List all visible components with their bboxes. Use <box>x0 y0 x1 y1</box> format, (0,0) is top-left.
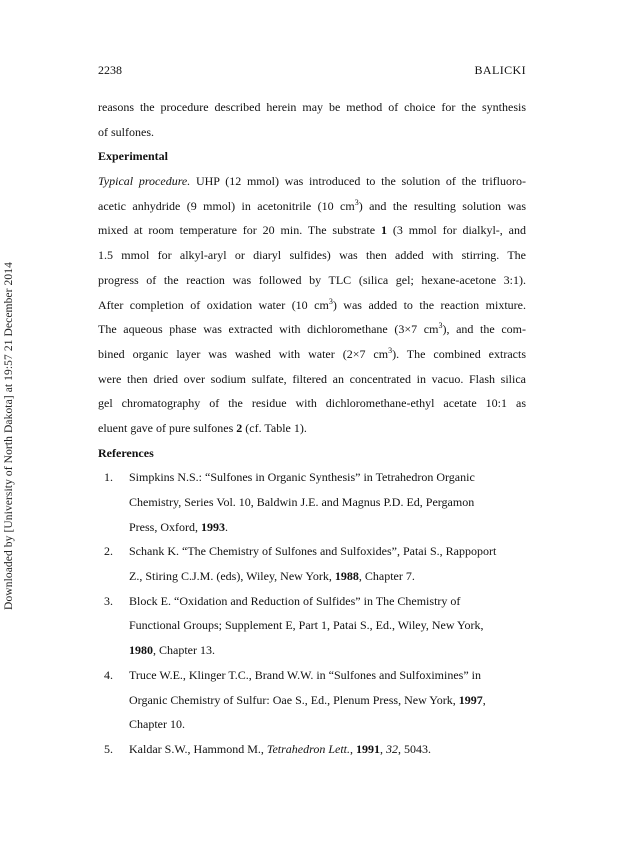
experimental-line: eluent gave of pure sulfones 2 (cf. Table 1). <box>98 420 307 435</box>
reference-item: 2. Schank K. “The Chemistry of Sulfones and Sulfoxides”, Patai S., Rappoport Z., Stiring C.J.M. (eds), Wiley, New York, 1988, Chapter 7. <box>98 539 526 588</box>
reference-number: 1. <box>104 470 113 485</box>
compound-number: 1 <box>380 223 387 238</box>
experimental-line: mixed at room temperature for 20 min. The substrate 1 (3 mmol for dialkyl-, and <box>98 223 527 238</box>
experimental-line: Typical procedure. UHP (12 mmol) was introduced to the solution of the trifluoro- <box>98 174 526 189</box>
reference-list <box>98 465 526 761</box>
experimental-line: acetic anhydride (9 mmol) in acetonitrile (10 $cm^3$) and the resulting solution was <box>98 197 526 213</box>
reference-item: 4. Truce W.E., Klinger T.C., Brand W.W. in “Sulfones and Sulfoximines” in Organic Chemistry of Sulfur: Oae S., Ed., Plenum Press, New York, 1997, Chapter 10. <box>98 663 526 737</box>
experimental-line: After completion of oxidation water (10 $cm^3$) was added to the reaction mixture. <box>98 296 526 312</box>
experimental-line: progress of the reaction was followed by TLC (silica gel; hexane-acetone 3:1). <box>98 272 526 287</box>
intro-line: of sulfones. <box>98 124 154 139</box>
reference-number: 4. <box>104 667 113 682</box>
running-head: BALICKI <box>474 63 526 77</box>
typical-procedure-label: Typical procedure. <box>98 174 191 189</box>
experimental-line: gel chromatography of the residue with dichloromethane-ethyl acetate 10:1 as <box>98 396 526 411</box>
download-watermark <box>2 240 16 632</box>
reference-item: 5. Kaldar S.W., Hammond M., Tetrahedron Lett., 1991, 32, 5043. <box>98 737 526 762</box>
compound-number: 2 <box>236 420 243 435</box>
references-heading: References <box>98 445 154 460</box>
download-watermark-text: Downloaded by [University of North Dakota] at 19:57 21 December 2014 <box>3 262 15 610</box>
page-header <box>98 63 526 79</box>
experimental-line: bined organic layer was washed with water (2×7 $cm^3$). The combined extracts <box>98 345 526 361</box>
reference-item: 1. Simpkins N.S.: “Sulfones in Organic Synthesis” in Tetrahedron Organic Chemistry, Series Vol. 10, Baldwin J.E. and Magnus P.D. Ed, Pergamon Press, Oxford, 1993. <box>98 465 526 539</box>
page-number: 2238 <box>98 63 122 77</box>
intro-line: reasons the procedure described herein may be method of choice for the synthesis <box>98 100 526 114</box>
page-body <box>98 95 526 762</box>
reference-item: 3. Block E. “Oxidation and Reduction of Sulfides” in The Chemistry of Functional Groups; Supplement E, Part 1, Patai S., Ed., Wiley, New York, 1980, Chapter 13. <box>98 589 526 663</box>
reference-number: 3. <box>104 593 113 608</box>
experimental-line: The aqueous phase was extracted with dichloromethane (3×7 $cm^3$), and the com- <box>98 321 527 337</box>
reference-number: 5. <box>104 741 113 756</box>
experimental-line: were then dried over sodium sulfate, filtered an concentrated in vacuo. Flash silica <box>98 371 526 386</box>
experimental-heading: Experimental <box>98 149 168 164</box>
reference-number: 2. <box>104 544 113 559</box>
experimental-line: 1.5 mmol for alkyl-aryl or diaryl sulfides) was then added with stirring. The <box>98 248 526 263</box>
